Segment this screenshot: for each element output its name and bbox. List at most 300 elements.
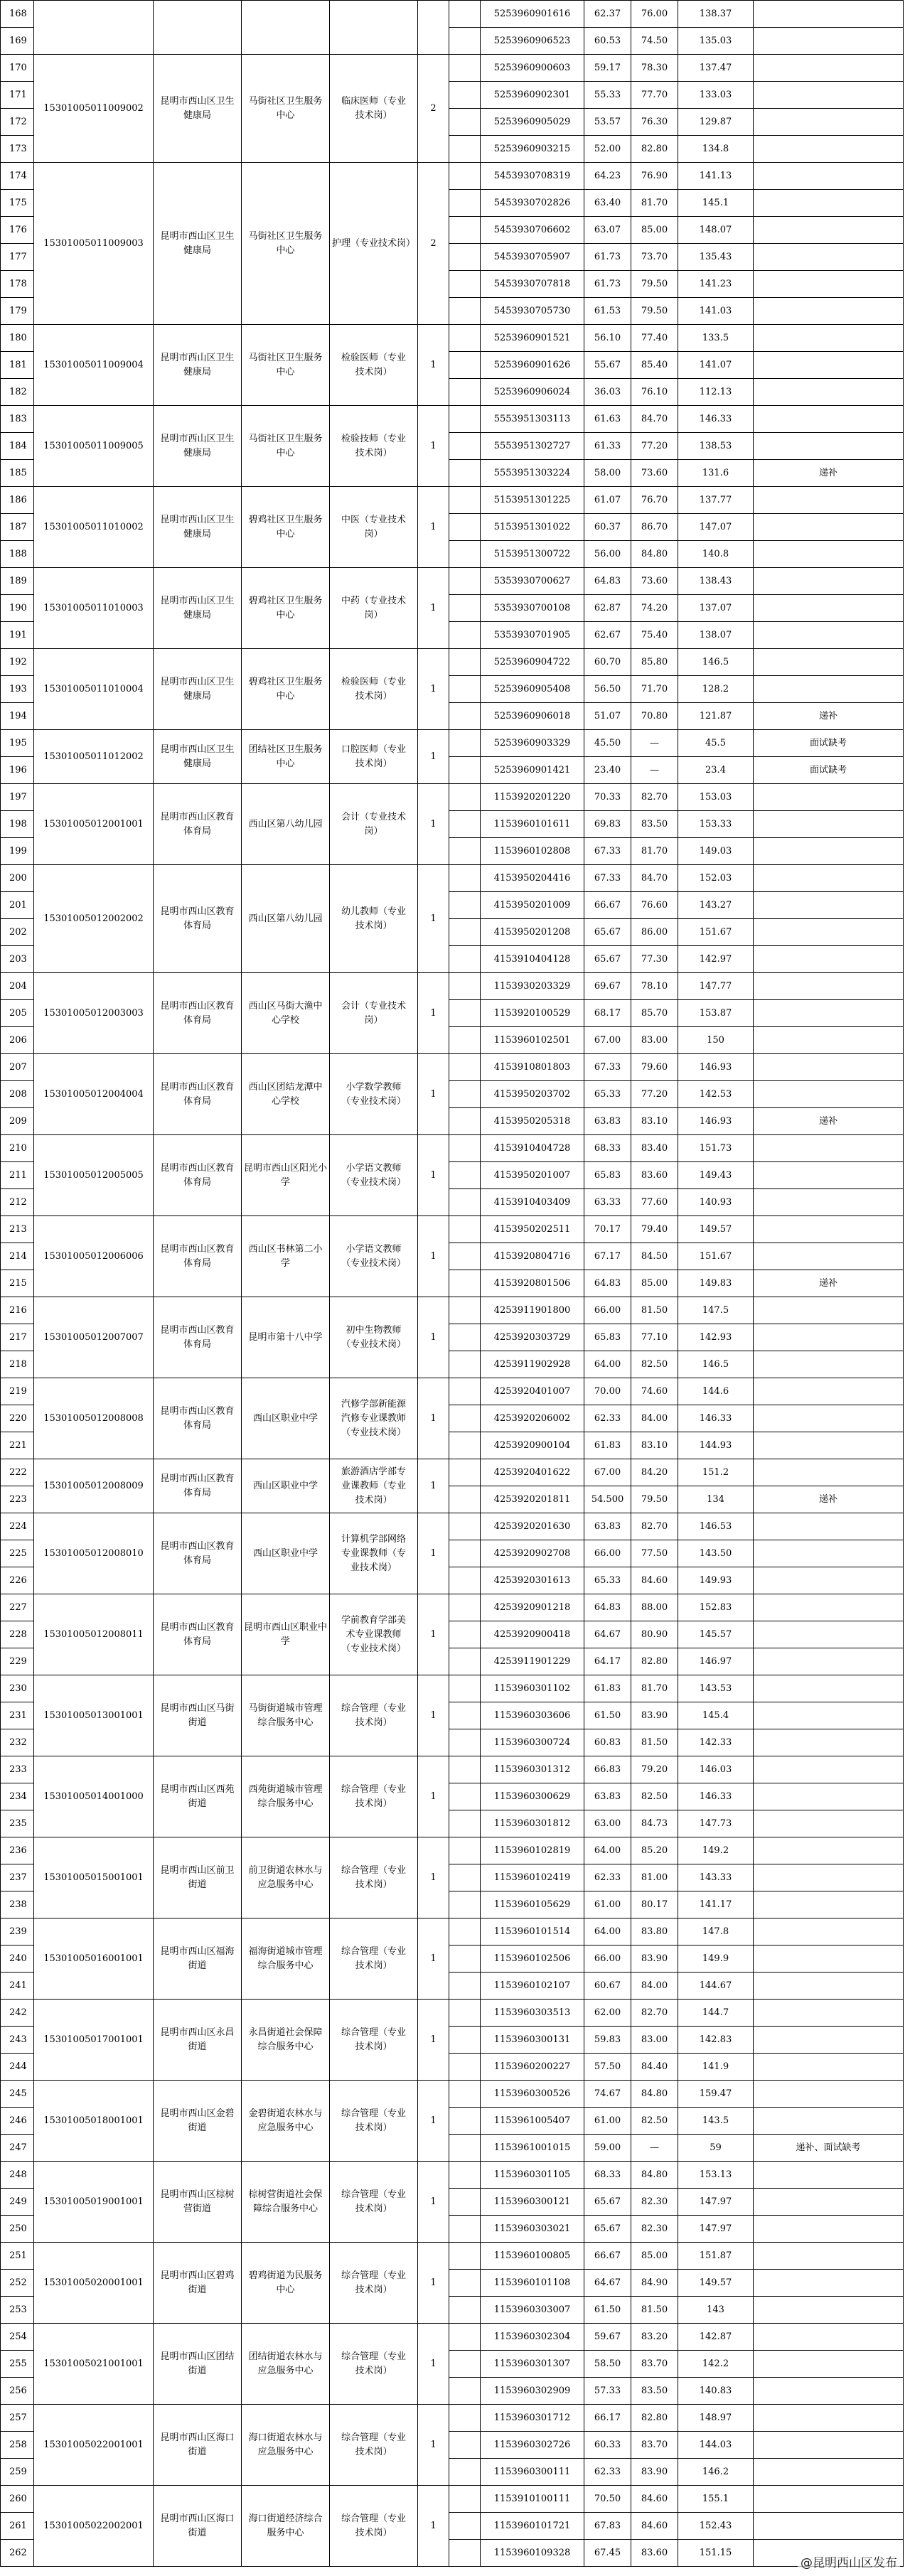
spacer-cell	[449, 2540, 481, 2567]
remark-cell	[754, 919, 904, 946]
written-score-cell: 51.07	[584, 703, 631, 730]
table-row	[1, 406, 904, 433]
row-number: 176	[1, 217, 34, 244]
post-cell: 西山区职业中学	[242, 1378, 330, 1459]
spacer-cell	[449, 352, 481, 379]
exam-number-cell: 1153960102107	[481, 1973, 584, 2000]
written-score-cell: 63.07	[584, 217, 631, 244]
code-cell: 15301005011010004	[34, 649, 154, 730]
total-score-cell: 151.67	[678, 919, 754, 946]
interview-score-cell: 81.70	[631, 838, 678, 865]
remark-cell	[754, 892, 904, 919]
total-score-cell: 149.93	[678, 1567, 754, 1594]
spacer-cell	[449, 2486, 481, 2513]
interview-score-cell: 76.30	[631, 109, 678, 136]
post-cell: 西苑街道城市管理 综合服务中心	[242, 1756, 330, 1837]
total-score-cell: 141.23	[678, 271, 754, 298]
table-row	[1, 568, 904, 595]
spacer-cell	[449, 1405, 481, 1432]
unit-cell: 昆明市西山区碧鸡 街道	[154, 2243, 242, 2324]
spacer-cell	[449, 109, 481, 136]
written-score-cell: 60.37	[584, 514, 631, 541]
total-score-cell: 138.07	[678, 622, 754, 649]
table-row	[1, 973, 904, 1000]
spacer-cell	[449, 568, 481, 595]
total-score-cell: 23.4	[678, 757, 754, 784]
quota-cell	[418, 1, 449, 55]
written-score-cell: 61.73	[584, 244, 631, 271]
total-score-cell: 148.97	[678, 2405, 754, 2432]
remark-cell	[754, 2081, 904, 2108]
spacer-cell	[449, 1108, 481, 1135]
remark-cell	[754, 1621, 904, 1648]
role-cell: 检验医师（专业 技术岗）	[330, 325, 418, 406]
interview-score-cell: 82.80	[631, 2405, 678, 2432]
row-number: 228	[1, 1621, 34, 1648]
spacer-cell	[449, 28, 481, 55]
interview-score-cell: 83.50	[631, 811, 678, 838]
spacer-cell	[449, 2162, 481, 2189]
unit-cell: 昆明市西山区棕树 营街道	[154, 2162, 242, 2243]
spacer-cell	[449, 1243, 481, 1270]
table-row	[1, 2162, 904, 2189]
written-score-cell: 60.67	[584, 1973, 631, 2000]
role-cell: 中医（专业技术 岗）	[330, 487, 418, 568]
interview-score-cell: 84.80	[631, 2081, 678, 2108]
remark-cell	[754, 2297, 904, 2324]
total-score-cell: 142.83	[678, 2027, 754, 2054]
post-cell: 西山区职业中学	[242, 1513, 330, 1594]
table-row	[1, 163, 904, 190]
remark-cell: 递补	[754, 1486, 904, 1513]
spacer-cell	[449, 2108, 481, 2135]
exam-number-cell: 4153920801506	[481, 1270, 584, 1297]
spacer-cell	[449, 1648, 481, 1675]
total-score-cell: 145.57	[678, 1621, 754, 1648]
row-number: 199	[1, 838, 34, 865]
written-score-cell: 63.83	[584, 1513, 631, 1540]
unit-cell: 昆明市西山区海口 街道	[154, 2405, 242, 2486]
unit-cell: 昆明市西山区教育 体育局	[154, 1216, 242, 1297]
total-score-cell: 146.33	[678, 1405, 754, 1432]
total-score-cell: 141.9	[678, 2054, 754, 2081]
remark-cell	[754, 1405, 904, 1432]
post-cell: 团结社区卫生服务 中心	[242, 730, 330, 784]
interview-score-cell: 78.30	[631, 55, 678, 82]
written-score-cell: 52.00	[584, 136, 631, 163]
spacer-cell	[449, 406, 481, 433]
written-score-cell: 61.63	[584, 406, 631, 433]
total-score-cell: 145.4	[678, 1702, 754, 1729]
written-score-cell: 65.67	[584, 2189, 631, 2216]
exam-number-cell: 4253920301613	[481, 1567, 584, 1594]
exam-number-cell: 4153950203702	[481, 1081, 584, 1108]
total-score-cell: 153.13	[678, 2162, 754, 2189]
table-row	[1, 1756, 904, 1783]
total-score-cell: 151.87	[678, 2243, 754, 2270]
exam-number-cell: 1153960303606	[481, 1702, 584, 1729]
remark-cell	[754, 55, 904, 82]
interview-score-cell: 84.00	[631, 1405, 678, 1432]
total-score-cell: 140.83	[678, 2378, 754, 2405]
interview-score-cell: 74.20	[631, 595, 678, 622]
exam-number-cell: 1153930203329	[481, 973, 584, 1000]
spacer-cell	[449, 1378, 481, 1405]
total-score-cell: 149.57	[678, 1216, 754, 1243]
total-score-cell: 148.07	[678, 217, 754, 244]
remark-cell	[754, 2162, 904, 2189]
quota-cell: 1	[418, 1378, 449, 1459]
spacer-cell	[449, 784, 481, 811]
remark-cell: 递补	[754, 1270, 904, 1297]
interview-score-cell: 86.70	[631, 514, 678, 541]
remark-cell	[754, 1378, 904, 1405]
written-score-cell: 54.500	[584, 1486, 631, 1513]
row-number: 219	[1, 1378, 34, 1405]
exam-number-cell: 5553951303224	[481, 460, 584, 487]
exam-number-cell: 4253911901800	[481, 1297, 584, 1324]
spacer-cell	[449, 1324, 481, 1351]
row-number: 206	[1, 1027, 34, 1054]
post-cell: 海口街道农林水与 应急服务中心	[242, 2405, 330, 2486]
unit-cell: 昆明市西山区教育 体育局	[154, 1054, 242, 1135]
spacer-cell	[449, 1270, 481, 1297]
code-cell: 15301005012007007	[34, 1297, 154, 1378]
remark-cell	[754, 2432, 904, 2459]
post-cell: 昆明市西山区阳光小学	[242, 1135, 330, 1216]
role-cell: 综合管理（专业 技术岗）	[330, 1837, 418, 1918]
total-score-cell: 146.5	[678, 649, 754, 676]
exam-number-cell: 4153950201208	[481, 919, 584, 946]
role-cell: 综合管理（专业 技术岗）	[330, 2486, 418, 2567]
row-number: 195	[1, 730, 34, 757]
written-score-cell: 61.83	[584, 1432, 631, 1459]
row-number: 235	[1, 1810, 34, 1837]
exam-number-cell: 5453930702826	[481, 190, 584, 217]
remark-cell	[754, 2270, 904, 2297]
remark-cell: 面试缺考	[754, 730, 904, 757]
quota-cell: 1	[418, 2324, 449, 2405]
row-number: 218	[1, 1351, 34, 1378]
interview-score-cell: 73.60	[631, 460, 678, 487]
remark-cell	[754, 2216, 904, 2243]
spacer-cell	[449, 1162, 481, 1189]
code-cell: 15301005012004004	[34, 1054, 154, 1135]
interview-score-cell: 84.60	[631, 2486, 678, 2513]
exam-number-cell: 5353930700108	[481, 595, 584, 622]
spacer-cell	[449, 1864, 481, 1891]
row-number: 233	[1, 1756, 34, 1783]
total-score-cell: 138.53	[678, 433, 754, 460]
row-number: 258	[1, 2432, 34, 2459]
row-number: 213	[1, 1216, 34, 1243]
table-row	[1, 2081, 904, 2108]
spacer-cell	[449, 1351, 481, 1378]
total-score-cell: 146.2	[678, 2459, 754, 2486]
table-row	[1, 1675, 904, 1702]
table-row	[1, 784, 904, 811]
exam-number-cell: 5153951300722	[481, 541, 584, 568]
total-score-cell: 146.93	[678, 1054, 754, 1081]
interview-score-cell: 84.60	[631, 1567, 678, 1594]
exam-number-cell: 4253920201630	[481, 1513, 584, 1540]
remark-cell	[754, 433, 904, 460]
total-score-cell: 146.33	[678, 1783, 754, 1810]
written-score-cell: 57.50	[584, 2054, 631, 2081]
total-score-cell: 159.47	[678, 2081, 754, 2108]
results-table-body	[1, 1, 904, 2567]
remark-cell	[754, 1810, 904, 1837]
remark-cell	[754, 379, 904, 406]
total-score-cell: 144.93	[678, 1432, 754, 1459]
remark-cell	[754, 1, 904, 28]
role-cell: 临床医师（专业 技术岗）	[330, 55, 418, 163]
interview-score-cell: 81.00	[631, 1864, 678, 1891]
written-score-cell: 64.83	[584, 568, 631, 595]
table-row	[1, 865, 904, 892]
total-score-cell: 144.67	[678, 1973, 754, 2000]
spacer-cell	[449, 1054, 481, 1081]
interview-score-cell: 73.60	[631, 568, 678, 595]
total-score-cell: 142.97	[678, 946, 754, 973]
exam-number-cell: 4253920401007	[481, 1378, 584, 1405]
row-number: 177	[1, 244, 34, 271]
spacer-cell	[449, 1000, 481, 1027]
exam-number-cell: 5253960901521	[481, 325, 584, 352]
exam-number-cell: 5453930706602	[481, 217, 584, 244]
total-score-cell: 141.07	[678, 352, 754, 379]
written-score-cell: 55.33	[584, 82, 631, 109]
total-score-cell: 143.33	[678, 1864, 754, 1891]
interview-score-cell: 81.70	[631, 1675, 678, 1702]
row-number: 202	[1, 919, 34, 946]
written-score-cell: 63.40	[584, 190, 631, 217]
interview-score-cell: 83.50	[631, 2378, 678, 2405]
interview-score-cell: 84.50	[631, 1243, 678, 1270]
row-number: 247	[1, 2135, 34, 2162]
written-score-cell: 63.83	[584, 1108, 631, 1135]
remark-cell	[754, 1027, 904, 1054]
unit-cell: 昆明市西山区西苑 街道	[154, 1756, 242, 1837]
post-cell: 西山区书林第二小 学	[242, 1216, 330, 1297]
total-score-cell: 147.77	[678, 973, 754, 1000]
row-number: 260	[1, 2486, 34, 2513]
row-number: 253	[1, 2297, 34, 2324]
written-score-cell: 70.33	[584, 784, 631, 811]
interview-score-cell: 83.10	[631, 1432, 678, 1459]
total-score-cell: 141.17	[678, 1891, 754, 1918]
table-row	[1, 1, 904, 28]
unit-cell: 昆明市西山区卫生 健康局	[154, 487, 242, 568]
written-score-cell: 66.00	[584, 1946, 631, 1973]
remark-cell	[754, 1054, 904, 1081]
unit-cell: 昆明市西山区团结 街道	[154, 2324, 242, 2405]
interview-score-cell: 76.90	[631, 163, 678, 190]
written-score-cell: 67.33	[584, 865, 631, 892]
remark-cell	[754, 1135, 904, 1162]
interview-score-cell: 75.40	[631, 622, 678, 649]
exam-number-cell: 1153960102808	[481, 838, 584, 865]
interview-score-cell: 82.80	[631, 1648, 678, 1675]
exam-number-cell: 5453930705907	[481, 244, 584, 271]
remark-cell	[754, 1648, 904, 1675]
role-cell: 旅游酒店学部专 业课教师（专业 技术岗）	[330, 1459, 418, 1513]
remark-cell	[754, 1000, 904, 1027]
remark-cell	[754, 1702, 904, 1729]
spacer-cell	[449, 2054, 481, 2081]
exam-number-cell: 5253960906018	[481, 703, 584, 730]
interview-score-cell: 77.30	[631, 946, 678, 973]
interview-score-cell: 83.70	[631, 2351, 678, 2378]
interview-score-cell: 82.30	[631, 2189, 678, 2216]
remark-cell	[754, 1513, 904, 1540]
spacer-cell	[449, 1594, 481, 1621]
remark-cell	[754, 82, 904, 109]
post-cell: 海口街道经济综合 服务中心	[242, 2486, 330, 2567]
total-score-cell: 143.5	[678, 2108, 754, 2135]
exam-number-cell: 4153910403409	[481, 1189, 584, 1216]
unit-cell: 昆明市西山区教育 体育局	[154, 784, 242, 865]
table-row	[1, 2486, 904, 2513]
quota-cell: 1	[418, 1918, 449, 2000]
quota-cell: 1	[418, 730, 449, 784]
interview-score-cell: 85.20	[631, 1837, 678, 1864]
row-number: 254	[1, 2324, 34, 2351]
table-row	[1, 2324, 904, 2351]
total-score-cell: 137.77	[678, 487, 754, 514]
spacer-cell	[449, 1729, 481, 1756]
exam-number-cell: 4253920901218	[481, 1594, 584, 1621]
code-cell: 15301005011010003	[34, 568, 154, 649]
interview-score-cell: 85.70	[631, 1000, 678, 1027]
exam-number-cell: 5253960901421	[481, 757, 584, 784]
row-number: 245	[1, 2081, 34, 2108]
quota-cell: 1	[418, 1297, 449, 1378]
total-score-cell: 153.33	[678, 811, 754, 838]
exam-number-cell: 1153960300121	[481, 2189, 584, 2216]
role-cell	[330, 1, 418, 55]
exam-number-cell: 4253920401622	[481, 1459, 584, 1486]
exam-number-cell: 5453930707818	[481, 271, 584, 298]
remark-cell	[754, 1243, 904, 1270]
spacer-cell	[449, 2324, 481, 2351]
row-number: 208	[1, 1081, 34, 1108]
role-cell: 口腔医师（专业 技术岗）	[330, 730, 418, 784]
unit-cell: 昆明市西山区海口 街道	[154, 2486, 242, 2567]
exam-number-cell: 5153951301022	[481, 514, 584, 541]
post-cell: 碧鸡社区卫生服务 中心	[242, 649, 330, 730]
remark-cell	[754, 298, 904, 325]
table-row	[1, 1837, 904, 1864]
remark-cell	[754, 1918, 904, 1946]
spacer-cell	[449, 1432, 481, 1459]
unit-cell: 昆明市西山区马街 街道	[154, 1675, 242, 1756]
total-score-cell: 155.1	[678, 2486, 754, 2513]
exam-number-cell: 5453930708319	[481, 163, 584, 190]
total-score-cell: 141.03	[678, 298, 754, 325]
total-score-cell: 138.43	[678, 568, 754, 595]
table-row	[1, 1135, 904, 1162]
written-score-cell: 69.67	[584, 973, 631, 1000]
total-score-cell: 59	[678, 2135, 754, 2162]
code-cell: 15301005022002001	[34, 2486, 154, 2567]
remark-cell	[754, 1756, 904, 1783]
spacer-cell	[449, 1675, 481, 1702]
role-cell: 会计（专业技术 岗）	[330, 973, 418, 1054]
row-number: 257	[1, 2405, 34, 2432]
remark-cell	[754, 2054, 904, 2081]
interview-score-cell: 70.80	[631, 703, 678, 730]
spacer-cell	[449, 244, 481, 271]
unit-cell: 昆明市西山区卫生 健康局	[154, 730, 242, 784]
written-score-cell: 67.17	[584, 1243, 631, 1270]
interview-score-cell: 77.40	[631, 325, 678, 352]
interview-score-cell: —	[631, 2135, 678, 2162]
spacer-cell	[449, 622, 481, 649]
interview-score-cell: 81.50	[631, 1729, 678, 1756]
interview-score-cell: 82.50	[631, 1783, 678, 1810]
remark-cell	[754, 2027, 904, 2054]
remark-cell	[754, 1081, 904, 1108]
interview-score-cell: 85.80	[631, 649, 678, 676]
remark-cell	[754, 325, 904, 352]
spacer-cell	[449, 55, 481, 82]
exam-number-cell: 1153960300131	[481, 2027, 584, 2054]
code-cell: 15301005018001001	[34, 2081, 154, 2162]
row-number: 220	[1, 1405, 34, 1432]
exam-number-cell: 4253911901229	[481, 1648, 584, 1675]
quota-cell: 1	[418, 649, 449, 730]
spacer-cell	[449, 2243, 481, 2270]
written-score-cell: 64.00	[584, 1918, 631, 1946]
written-score-cell: 62.33	[584, 1405, 631, 1432]
total-score-cell: 142.93	[678, 1324, 754, 1351]
spacer-cell	[449, 379, 481, 406]
exam-number-cell: 1153960105629	[481, 1891, 584, 1918]
written-score-cell: 65.67	[584, 946, 631, 973]
remark-cell	[754, 2405, 904, 2432]
row-number: 203	[1, 946, 34, 973]
total-score-cell: 146.97	[678, 1648, 754, 1675]
code-cell: 15301005011012002	[34, 730, 154, 784]
written-score-cell: 62.33	[584, 1864, 631, 1891]
written-score-cell: 65.67	[584, 919, 631, 946]
total-score-cell: 149.9	[678, 1946, 754, 1973]
interview-score-cell: 82.70	[631, 2000, 678, 2027]
spacer-cell	[449, 325, 481, 352]
exam-number-cell: 5253960900603	[481, 55, 584, 82]
spacer-cell	[449, 1135, 481, 1162]
row-number: 169	[1, 28, 34, 55]
exam-number-cell: 4253920900104	[481, 1432, 584, 1459]
exam-number-cell: 4253911902928	[481, 1351, 584, 1378]
written-score-cell: 70.00	[584, 1378, 631, 1405]
role-cell: 护理（专业技术岗）	[330, 163, 418, 325]
exam-number-cell: 1153960301312	[481, 1756, 584, 1783]
total-score-cell: 146.53	[678, 1513, 754, 1540]
interview-score-cell: 86.00	[631, 919, 678, 946]
remark-cell	[754, 2243, 904, 2270]
role-cell: 学前教育学部美 术专业课教师 （专业技术岗）	[330, 1594, 418, 1675]
interview-score-cell: 83.90	[631, 1946, 678, 1973]
remark-cell	[754, 244, 904, 271]
post-cell: 西山区马街大渔中 心学校	[242, 973, 330, 1054]
total-score-cell: 146.5	[678, 1351, 754, 1378]
spacer-cell	[449, 1459, 481, 1486]
role-cell: 综合管理（专业 技术岗）	[330, 1918, 418, 2000]
written-score-cell: 63.00	[584, 1810, 631, 1837]
post-cell: 马街社区卫生服务 中心	[242, 55, 330, 163]
